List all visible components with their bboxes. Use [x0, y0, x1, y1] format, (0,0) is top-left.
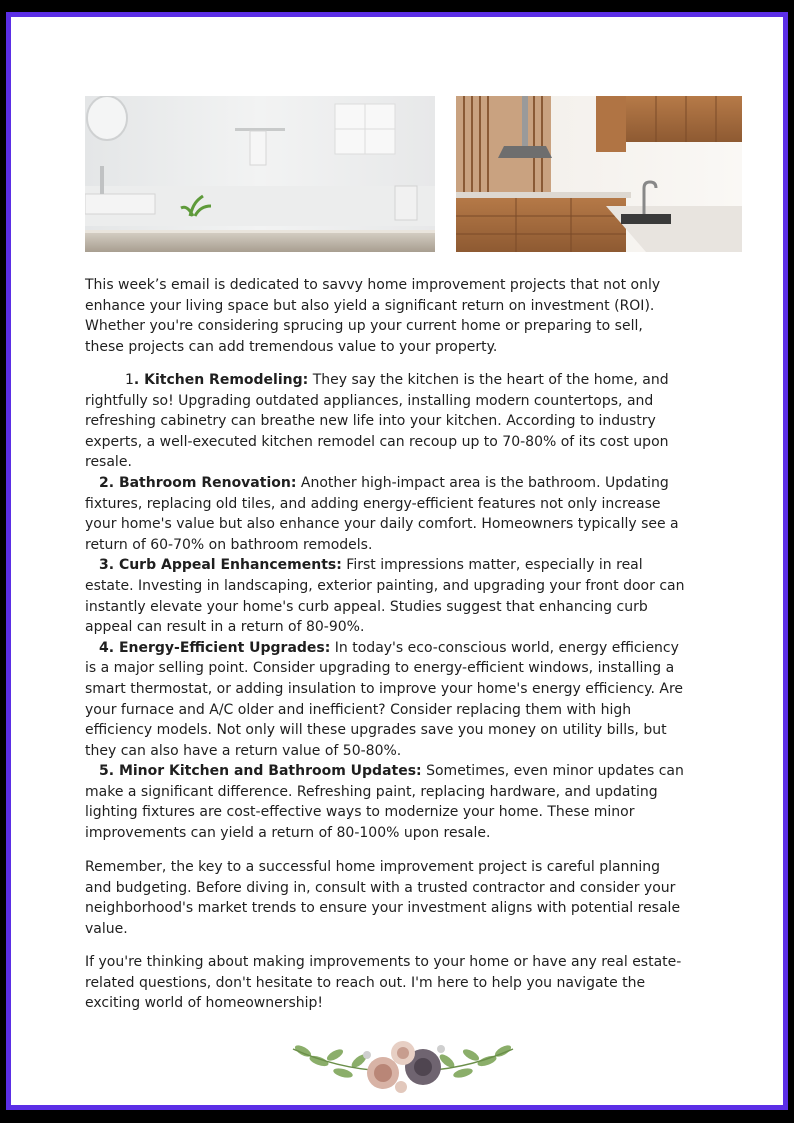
intro-paragraph — [85, 275, 685, 357]
item-title: . Bathroom Renovation: — [108, 474, 297, 491]
item-number: 1 — [125, 372, 134, 388]
list-item — [85, 473, 685, 555]
item-title: . Curb Appeal Enhancements: — [108, 557, 342, 574]
list-item — [85, 638, 685, 762]
item-title: . Energy-Efficient Upgrades: — [108, 639, 331, 656]
item-body: In today's eco-conscious world, energy efficiency is a major selling point. Consider upgrading to energy-efficient windows, installing a smart thermostat, or adding insulation to improve your home's energy efficiency. Are your furnace and A/C older and inefficient? Consider replacing them with high efficiency models. Not only will these upgrades save you money on utility bills, but they can also have a return value of 50-80%. — [85, 639, 684, 759]
list-item — [85, 555, 685, 637]
kitchen-photo — [456, 96, 742, 252]
closing-paragraph — [85, 952, 685, 1014]
item-number: 2 — [99, 474, 109, 491]
item-number: 5 — [99, 763, 109, 780]
item-body: Another high-impact area is the bathroom. Updating fixtures, replacing old tiles, and adding energy-efficient features not only increase your home's value but also enhance your daily comfort. Homeowners typically see a return of 60-70% on bathroom remodels. — [85, 474, 679, 553]
bathroom-photo — [85, 96, 435, 252]
item-number: 3 — [99, 557, 109, 574]
item-number: 4 — [99, 639, 109, 656]
newsletter-page — [6, 12, 788, 1110]
outro-paragraph — [85, 857, 685, 939]
floral-decoration — [283, 1031, 523, 1101]
item-body: They say the kitchen is the heart of the home, and rightfully so! Upgrading outdated appliances, installing modern countertops, and refreshing cabinetry can breathe new life into your kitchen. According to industry experts, a well-executed kitchen remodel can recoup up to 70-80% of its cost upon resale. — [85, 372, 669, 471]
intro-text: This week’s email is dedicated to savvy home improvement projects that not only enhance your living space but also yield a significant return on investment (ROI). Whether you're considering sprucing up your current home or preparing to sell, these projects can add tremendous value to your property. — [85, 277, 661, 355]
improvement-list — [85, 370, 685, 844]
item-body: Sometimes, even minor updates can make a significant difference. Refreshing paint, replacing hardware, and updating lighting fixtures are cost-effective ways to modernize your home. These minor improvements can yield a return of 80-100% upon resale. — [85, 763, 684, 842]
list-item — [85, 761, 685, 843]
item-title: . Kitchen Remodeling: — [133, 372, 309, 388]
closing-text: If you're thinking about making improvements to your home or have any real estate-related questions, don't hesitate to reach out. I'm here to help you navigate the exciting world of homeownership! — [85, 954, 682, 1012]
item-title: . Minor Kitchen and Bathroom Updates: — [108, 763, 422, 780]
list-item — [85, 370, 685, 473]
item-body: First impressions matter, especially in real estate. Investing in landscaping, exterior painting, and upgrading your front door can instantly elevate your home's curb appeal. Studies suggest that enhancing curb appeal can result in a return of 80-90%. — [85, 557, 685, 636]
outro-text: Remember, the key to a successful home improvement project is careful planning and budgeting. Before diving in, consult with a trusted contractor and consider your neighborhood's market trends to ensure your investment aligns with potential resale value. — [85, 859, 681, 937]
